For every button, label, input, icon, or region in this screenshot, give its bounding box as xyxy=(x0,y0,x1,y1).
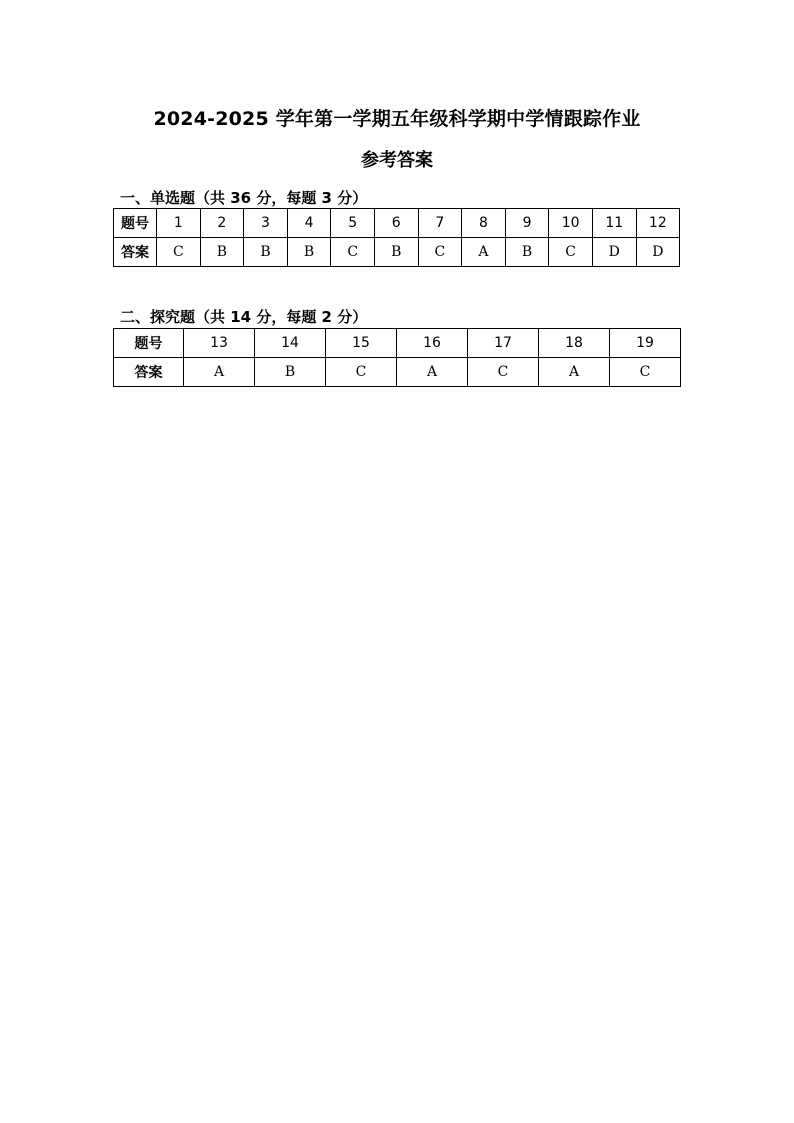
question-number-cell: 4 xyxy=(287,209,331,238)
answer-cell: D xyxy=(636,238,680,267)
document-title: 2024-2025 学年第一学期五年级科学期中学情跟踪作业 xyxy=(153,108,641,130)
question-number-cell: 2 xyxy=(200,209,244,238)
answer-cell: B xyxy=(505,238,549,267)
answer-cell: B xyxy=(244,238,288,267)
question-number-row xyxy=(114,329,681,358)
answer-cell: C xyxy=(610,358,681,387)
question-number-cell: 16 xyxy=(397,329,468,358)
question-number-cell: 5 xyxy=(331,209,375,238)
question-number-cell: 10 xyxy=(549,209,593,238)
question-number-cell: 7 xyxy=(418,209,462,238)
single-choice-answer-table xyxy=(113,208,680,267)
question-number-cell: 9 xyxy=(505,209,549,238)
answer-cell: B xyxy=(255,358,326,387)
answer-cell: C xyxy=(331,238,375,267)
answer-cell: B xyxy=(200,238,244,267)
answer-cell: A xyxy=(462,238,506,267)
answer-row xyxy=(114,238,680,267)
answer-cell: C xyxy=(418,238,462,267)
question-number-cell: 15 xyxy=(326,329,397,358)
question-number-cell: 8 xyxy=(462,209,506,238)
row-label-number: 题号 xyxy=(114,209,157,238)
question-number-cell: 19 xyxy=(610,329,681,358)
answer-cell: B xyxy=(287,238,331,267)
answer-cell: A xyxy=(539,358,610,387)
document-subtitle: 参考答案 xyxy=(361,150,433,171)
question-number-cell: 14 xyxy=(255,329,326,358)
question-number-cell: 1 xyxy=(157,209,201,238)
section-heading-inquiry: 二、探究题（共 14 分，每题 2 分） xyxy=(120,308,368,326)
question-number-cell: 17 xyxy=(468,329,539,358)
question-number-cell: 18 xyxy=(539,329,610,358)
answer-cell: D xyxy=(592,238,636,267)
section-heading-single-choice: 一、单选题（共 36 分，每题 3 分） xyxy=(120,189,368,207)
answer-cell: B xyxy=(374,238,418,267)
question-number-cell: 12 xyxy=(636,209,680,238)
question-number-cell: 6 xyxy=(374,209,418,238)
answer-cell: C xyxy=(326,358,397,387)
question-number-cell: 13 xyxy=(184,329,255,358)
row-label-answer: 答案 xyxy=(114,358,184,387)
answer-cell: C xyxy=(549,238,593,267)
row-label-number: 题号 xyxy=(114,329,184,358)
question-number-cell: 11 xyxy=(592,209,636,238)
question-number-cell: 3 xyxy=(244,209,288,238)
answer-row xyxy=(114,358,681,387)
answer-cell: A xyxy=(397,358,468,387)
question-number-row xyxy=(114,209,680,238)
row-label-answer: 答案 xyxy=(114,238,157,267)
inquiry-answer-table xyxy=(113,328,681,387)
answer-cell: A xyxy=(184,358,255,387)
answer-cell: C xyxy=(468,358,539,387)
answer-cell: C xyxy=(157,238,201,267)
